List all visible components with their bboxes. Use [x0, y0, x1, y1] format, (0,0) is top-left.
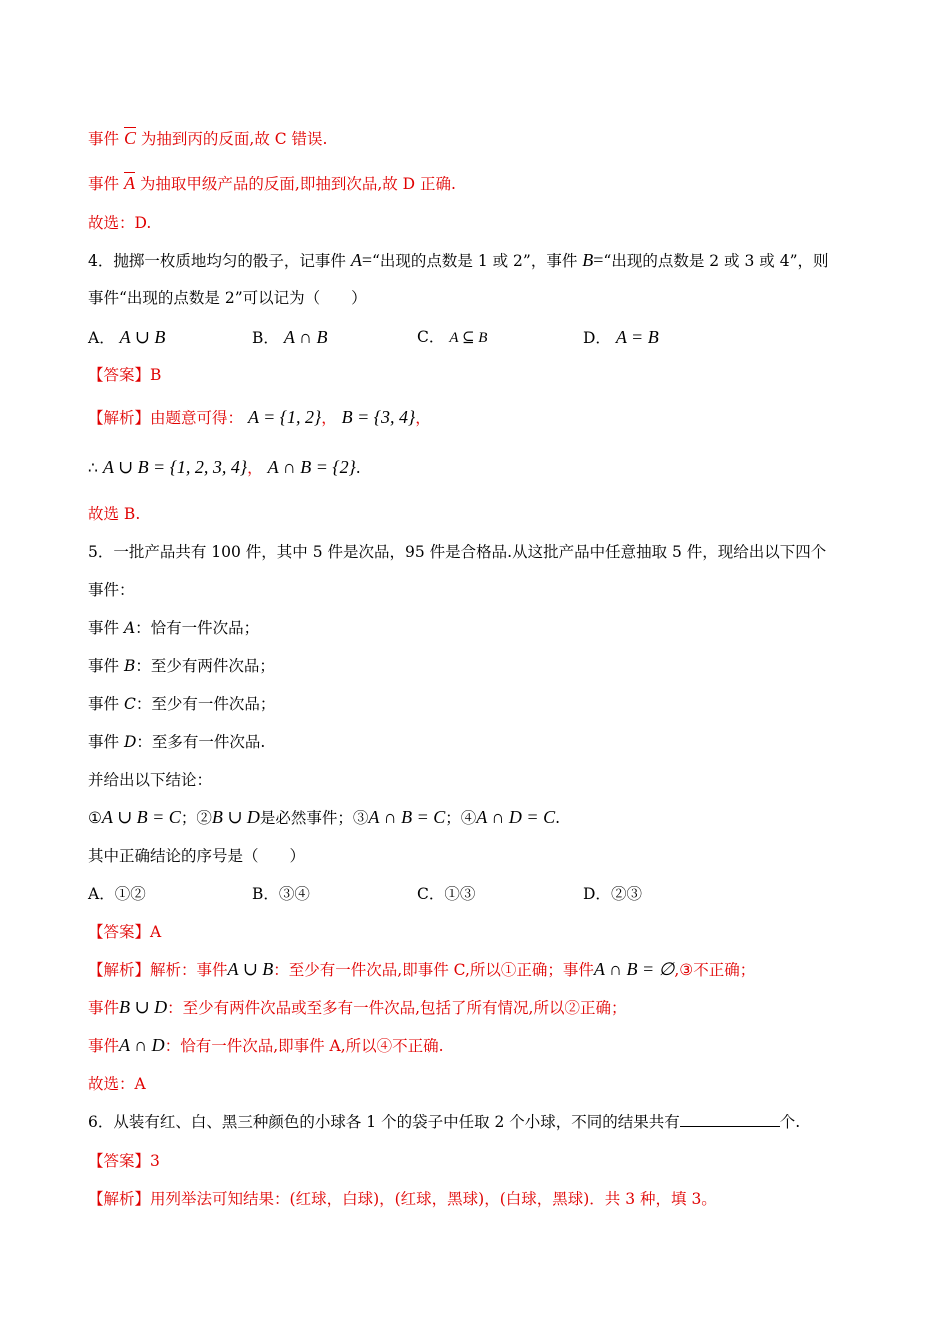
- math-set-b: B = {3, 4}: [341, 407, 416, 427]
- text: ：至少有两件次品；: [135, 657, 275, 675]
- text: 用列举法可知结果：(红球，白球)，(红球，黑球)，(白球，黑球)．共 3 种，填 3。: [150, 1190, 717, 1208]
- option-math: A = B: [615, 327, 659, 347]
- math-a-bar: A: [123, 173, 135, 193]
- text: 解析：事件: [150, 961, 228, 979]
- q4-therefore: [88, 456, 361, 479]
- text: 为抽到丙的反面,故 C 错误.: [140, 130, 328, 148]
- option-label: A．: [88, 329, 115, 347]
- q5-analysis-line-2: [88, 996, 626, 1019]
- text: 事件: [88, 619, 124, 637]
- math: A ∪ B = C: [101, 807, 181, 827]
- q5-analysis-line-1: [88, 958, 755, 981]
- option-math: A ⊆ B: [449, 330, 488, 346]
- math: A ∩ D: [119, 1035, 165, 1055]
- q5-conclusions-intro: 并给出以下结论：: [88, 771, 213, 789]
- math-c-bar: C: [123, 128, 136, 148]
- q4-answer: [88, 364, 161, 386]
- q6-answer: [88, 1150, 160, 1172]
- q4-option-b[interactable]: [252, 326, 328, 349]
- option-label: C．: [417, 328, 445, 346]
- math: A ∩ B = C: [368, 807, 446, 827]
- option-text: ②③: [610, 885, 642, 903]
- q5-event-d: [88, 731, 265, 753]
- option-math: A ∪ B: [119, 327, 166, 347]
- text: ：恰有一件次品；: [135, 619, 260, 637]
- text: 4．抛掷一枚质地均匀的骰子，记事件: [88, 252, 346, 270]
- math-var: B: [582, 250, 594, 270]
- q5-option-a[interactable]: [88, 883, 146, 905]
- analysis-tag: 【解析】: [88, 961, 151, 979]
- text: 由题意可得：: [150, 409, 244, 427]
- q5-stem-line-2: 事件：: [88, 581, 135, 599]
- option-text: ①②: [114, 885, 146, 903]
- q4-conclusion: 故选 B.: [88, 505, 141, 523]
- math-eq: =: [361, 250, 372, 270]
- text: ，: [321, 409, 337, 427]
- text: ,③不正确；: [674, 961, 756, 979]
- math-eq: =: [593, 250, 604, 270]
- math-intersection: A ∩ B = {2}: [267, 457, 356, 477]
- text: ：至多有一件次品.: [136, 733, 266, 751]
- q5-conclusion: 故选：A: [88, 1075, 146, 1093]
- text: .: [555, 809, 561, 827]
- q5-option-b[interactable]: [252, 883, 310, 905]
- text: ，: [247, 459, 263, 477]
- text: ，: [415, 409, 431, 427]
- q4-option-c[interactable]: [417, 326, 487, 349]
- prev-solution-line-1: [88, 127, 327, 150]
- text: 6．从装有红、白、黑三种颜色的小球各 1 个的袋子中任取 2 个小球，不同的结果共有: [88, 1113, 680, 1131]
- q5-conclusions: [88, 806, 560, 829]
- text: 事件: [88, 999, 120, 1017]
- q4-option-d[interactable]: [583, 326, 659, 349]
- math-var: A: [350, 250, 362, 270]
- math: A ∪ B: [227, 959, 274, 979]
- event-var: B: [123, 657, 136, 675]
- prev-solution-line-2: [88, 172, 456, 195]
- q5-question: 其中正确结论的序号是（ ）: [88, 847, 306, 865]
- option-text: ①③: [444, 885, 476, 903]
- option-label: D．: [583, 885, 611, 903]
- math-union: A ∪ B = {1, 2, 3, 4}: [102, 457, 248, 477]
- q6-analysis: [88, 1188, 717, 1210]
- option-label: D．: [583, 329, 611, 347]
- q4-analysis: [88, 406, 431, 429]
- text: ①: [88, 809, 102, 827]
- math: A ∩ D = C: [476, 807, 556, 827]
- q5-stem-line-1: 5．一批产品共有 100 件，其中 5 件是次品，95 件是合格品.从这批产品中任意抽取 5 件，现给出以下四个: [88, 543, 827, 561]
- option-label: C．: [417, 885, 445, 903]
- q4-option-a[interactable]: [88, 326, 165, 349]
- option-label: B．: [252, 885, 279, 903]
- text: “出现的点数是 1 或 2”，事件: [371, 252, 578, 270]
- text: 事件: [88, 733, 124, 751]
- text: 事件: [88, 1037, 120, 1055]
- text: 是必然事件；③: [259, 809, 369, 827]
- answer-tag: 【答案】: [88, 1152, 151, 1170]
- q5-event-c: [88, 693, 275, 715]
- math: B ∪ D: [211, 807, 260, 827]
- text: 事件: [88, 657, 124, 675]
- q4-stem-line-1: [88, 249, 829, 272]
- q5-option-c[interactable]: [417, 883, 475, 905]
- text: 为抽取甲级产品的反面,即抽到次品,故 D 正确.: [139, 175, 456, 193]
- text: ：至少有一件次品,即事件 C,所以①正确；事件: [273, 961, 594, 979]
- text: ：恰有一件次品,即事件 A,所以④不正确.: [164, 1037, 444, 1055]
- q5-option-d[interactable]: [583, 883, 642, 905]
- analysis-tag: 【解析】: [88, 1190, 151, 1208]
- q5-event-b: [88, 655, 275, 677]
- text: 个.: [779, 1113, 801, 1131]
- text: .: [355, 459, 361, 477]
- option-label: A．: [88, 885, 115, 903]
- q6-stem: [88, 1111, 800, 1133]
- math: B ∪ D: [119, 997, 168, 1017]
- text: 事件: [88, 130, 120, 148]
- answer-value: 3: [150, 1152, 160, 1170]
- answer-tag: 【答案】: [88, 923, 151, 941]
- text: ：至少有两件次品或至多有一件次品,包括了所有情况,所以②正确；: [167, 999, 627, 1017]
- q4-stem-line-2: 事件“出现的点数是 2”可以记为（ ）: [88, 289, 367, 307]
- prev-conclusion: 故选：D.: [88, 214, 152, 232]
- answer-value: B: [150, 366, 162, 384]
- math-set-a: A = {1, 2}: [247, 407, 322, 427]
- math: A ∩ B = ∅: [593, 959, 675, 979]
- answer-blank[interactable]: [680, 1112, 780, 1127]
- option-text: ③④: [278, 885, 310, 903]
- text: 事件: [88, 175, 120, 193]
- option-math: A ∩ B: [283, 327, 328, 347]
- event-var: D: [123, 733, 137, 751]
- q5-answer: [88, 921, 161, 943]
- event-var: A: [123, 619, 136, 637]
- answer-tag: 【答案】: [88, 366, 151, 384]
- q5-analysis-line-3: [88, 1034, 444, 1057]
- text: ；②: [180, 809, 212, 827]
- text: “出现的点数是 2 或 3 或 4”，则: [603, 252, 829, 270]
- text: ：至少有一件次品；: [135, 695, 276, 713]
- therefore-symbol: ∴: [88, 459, 98, 477]
- event-var: C: [123, 695, 136, 713]
- text: ；④: [445, 809, 477, 827]
- option-label: B．: [252, 329, 279, 347]
- text: 事件: [88, 695, 124, 713]
- q5-event-a: [88, 617, 259, 639]
- answer-value: A: [150, 923, 162, 941]
- analysis-tag: 【解析】: [88, 409, 151, 427]
